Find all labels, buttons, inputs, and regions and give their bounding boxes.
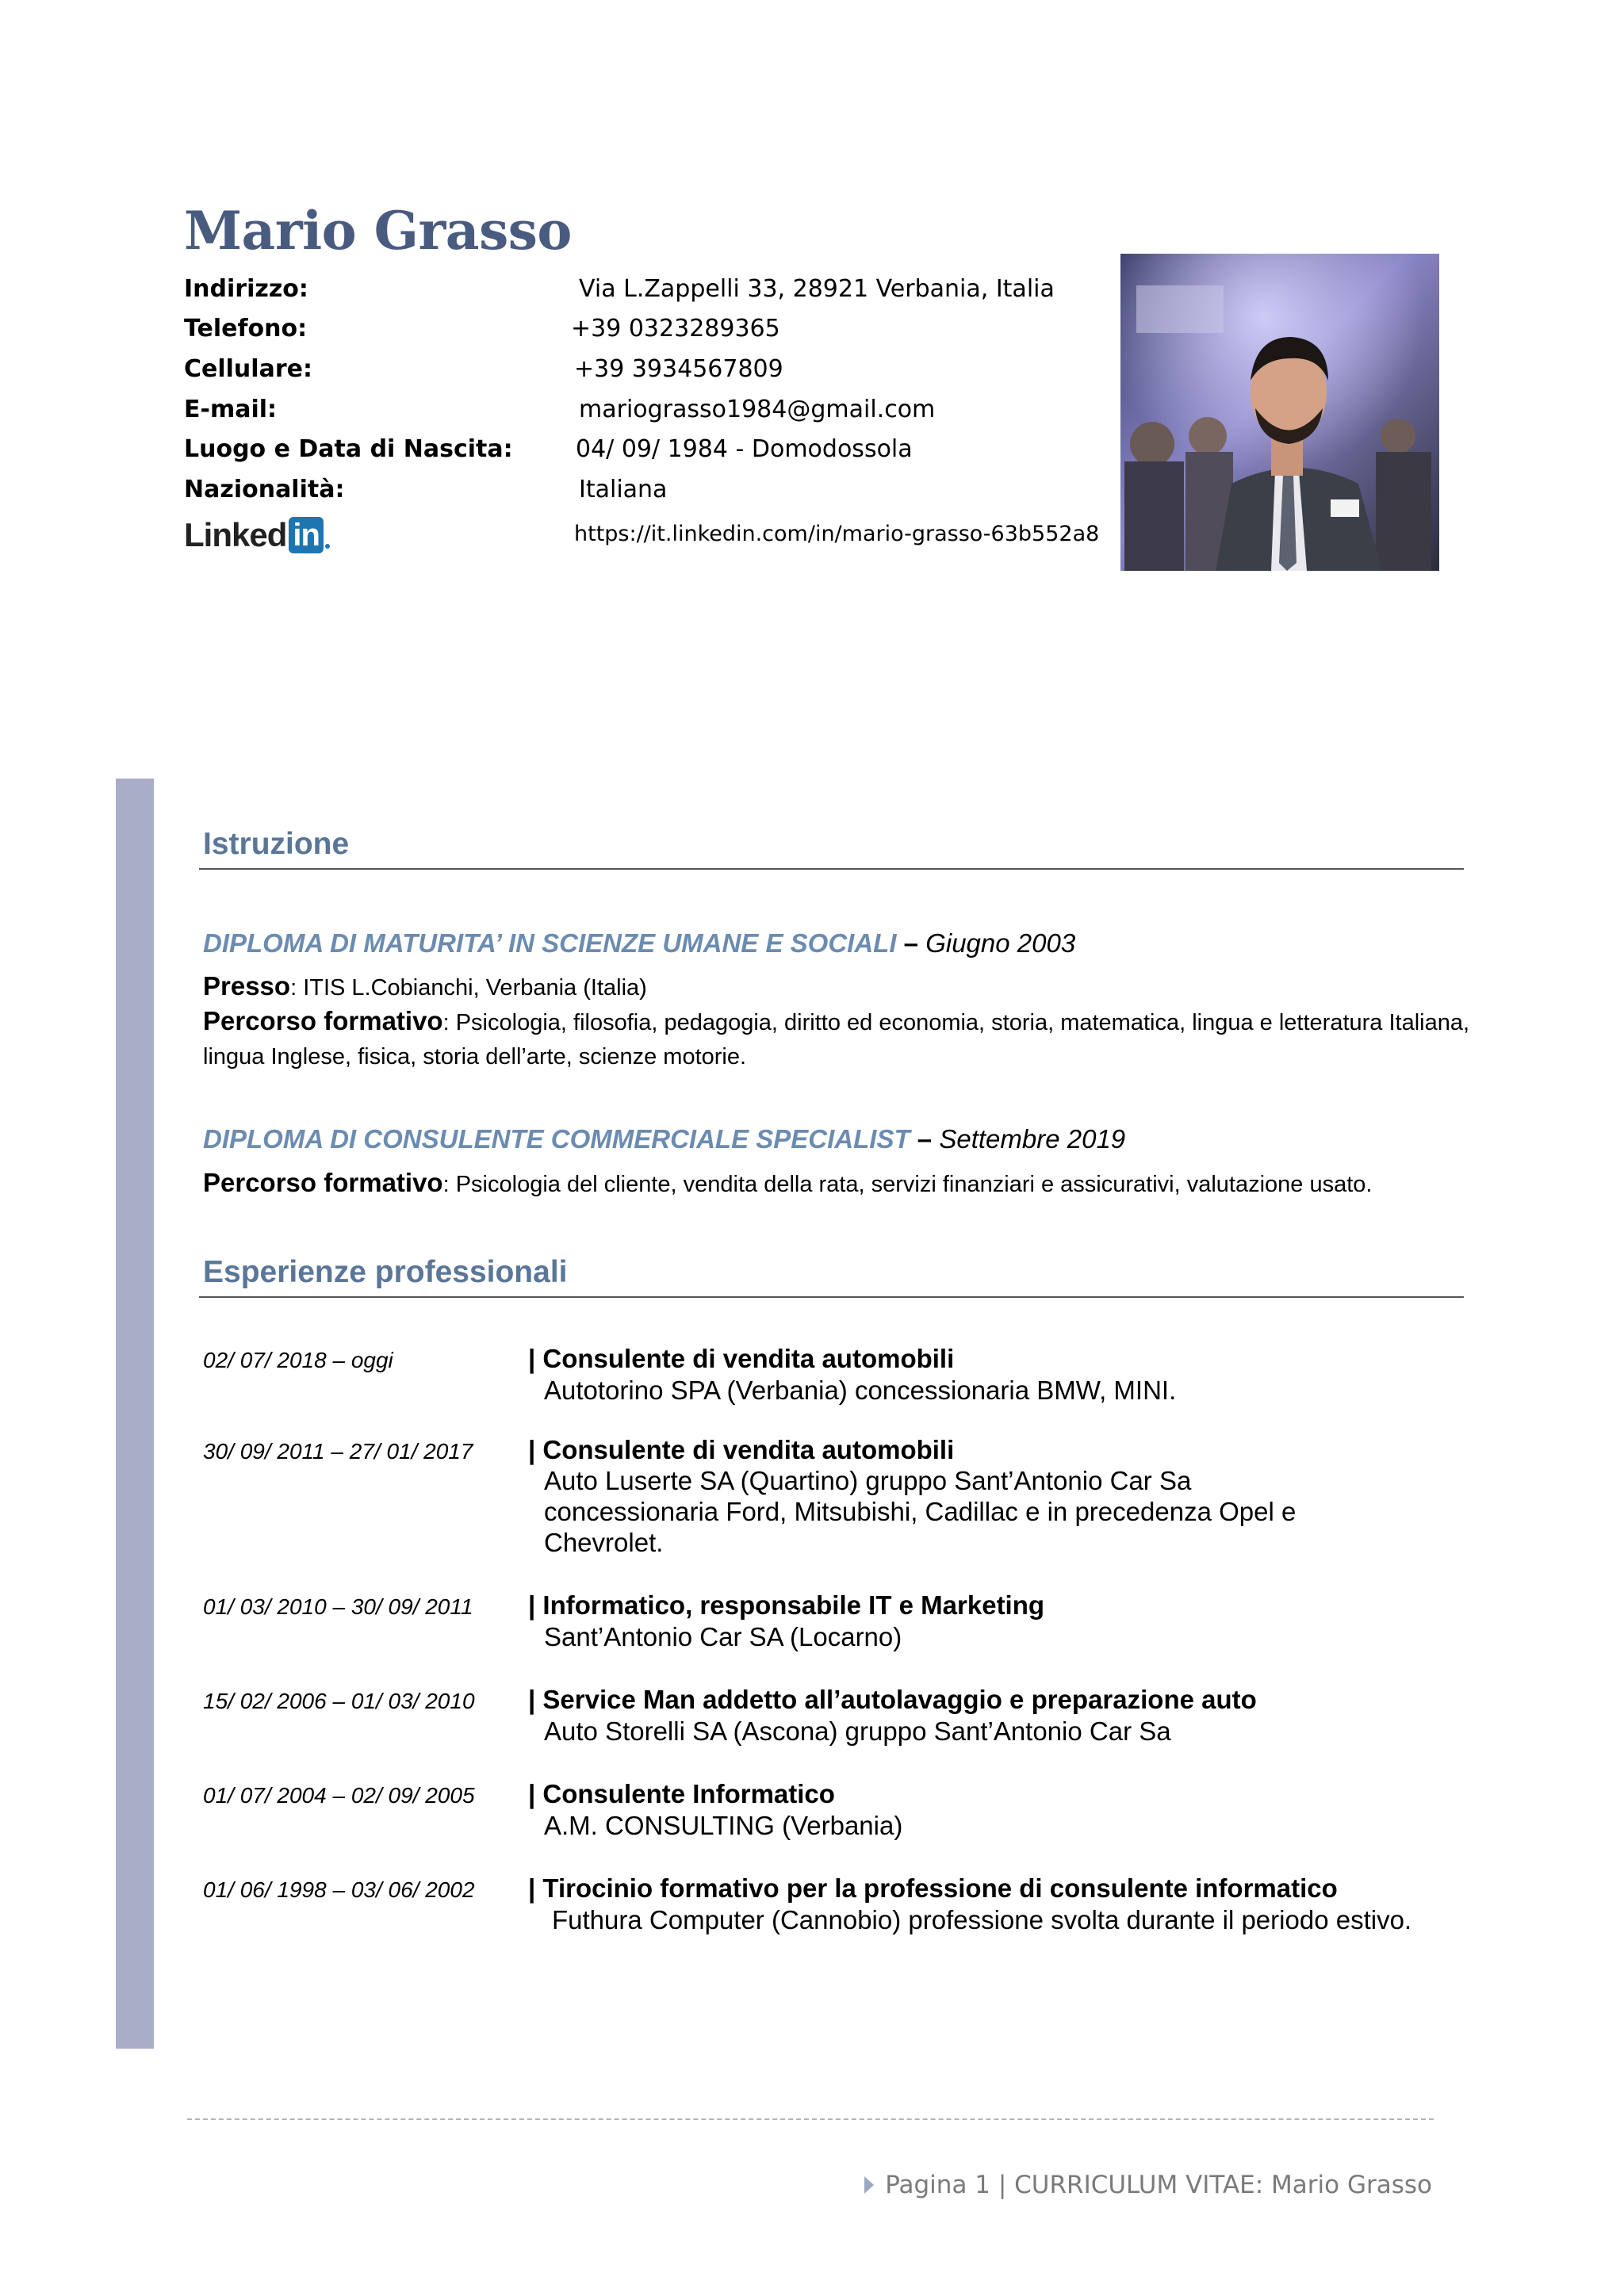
linkedin-logo-dot [325, 544, 330, 549]
candidate-name: Mario Grasso [184, 200, 572, 262]
info-row-birth [184, 430, 1080, 469]
info-label: Luogo e Data di Nascita: [184, 435, 513, 463]
experience-role: | Consulente di vendita automobili [528, 1344, 955, 1373]
email-link[interactable]: mariograsso1984@gmail.com [579, 396, 936, 423]
left-accent-bar [116, 779, 154, 2049]
info-label: Telefono: [184, 315, 308, 342]
presso-value: : ITIS L.Cobianchi, Verbania (Italia) [290, 975, 647, 1001]
info-row-mobile [184, 350, 1080, 389]
triangle-right-icon [864, 2176, 874, 2194]
info-row-phone [184, 309, 1080, 349]
footer-text: Pagina 1 | CURRICULUM VITAE: Mario Grasso [885, 2171, 1432, 2199]
experience-date: 30/ 09/ 2011 – 27/ 01/ 2017 [203, 1439, 473, 1464]
info-value: Italiana [579, 476, 668, 503]
info-row-address [184, 270, 1080, 309]
experience-role: | Tirocinio formativo per la professione di consulente informatico [528, 1873, 1338, 1903]
section-divider [199, 868, 1464, 870]
info-row-email [184, 390, 1080, 430]
percorso-value: : Psicologia del cliente, vendita della rata, servizi finanziari e assicurativi, valutazione usato. [442, 1172, 1373, 1197]
experience-detail: Auto Storelli SA (Ascona) gruppo Sant’Antonio Car Sa [544, 1716, 1171, 1746]
profile-photo [1120, 254, 1439, 571]
linkedin-icon[interactable] [184, 515, 330, 555]
education-presso [203, 969, 1472, 1005]
profile-photo-illustration [1120, 254, 1439, 571]
section-title-education: Istruzione [203, 827, 350, 861]
diploma-date: Settembre 2019 [939, 1124, 1126, 1154]
diploma-date: Giugno 2003 [925, 928, 1076, 958]
percorso-value: : Psicologia, filosofia, pedagogia, diritto ed economia, storia, matematica, lingua e letteratura Italiana, lingua Inglese, fisica, storia dell’arte, scienze motorie. [203, 1010, 1470, 1070]
experience-date: 01/ 07/ 2004 – 02/ 09/ 2005 [203, 1783, 475, 1808]
experience-detail: Autotorino SPA (Verbania) concessionaria BMW, MINI. [544, 1376, 1177, 1405]
footer-divider [187, 2118, 1434, 2120]
section-divider [199, 1296, 1464, 1298]
linkedin-logo-text: Linked [184, 516, 287, 553]
presso-label: Presso [203, 971, 291, 1001]
info-label: E-mail: [184, 396, 278, 423]
info-value: +39 3934567809 [574, 355, 783, 383]
diploma-name: DIPLOMA DI MATURITA’ IN SCIENZE UMANE E SOCIALI [203, 928, 897, 958]
info-value: +39 0323289365 [571, 315, 780, 342]
percorso-label: Percorso formativo [203, 1006, 443, 1035]
experience-date: 15/ 02/ 2006 – 01/ 03/ 2010 [203, 1689, 475, 1713]
info-label: Indirizzo: [184, 275, 308, 303]
experience-role: | Service Man addetto all’autolavaggio e preparazione auto [528, 1685, 1257, 1714]
linkedin-logo-box: in [289, 517, 324, 553]
experience-detail: Futhura Computer (Cannobio) professione svolta durante il periodo estivo. [552, 1905, 1412, 1934]
education-item-title [203, 1122, 1125, 1157]
experience-detail: Sant’Antonio Car SA (Locarno) [544, 1622, 902, 1651]
education-percorso [203, 1004, 1472, 1074]
info-label: Cellulare: [184, 355, 312, 383]
education-item-title [203, 926, 1075, 961]
linkedin-url-link[interactable]: https://it.linkedin.com/in/mario-grasso-63b552a8 [574, 522, 1100, 546]
education-percorso [203, 1165, 1472, 1202]
percorso-label: Percorso formativo [203, 1168, 443, 1197]
experience-role: | Consulente di vendita automobili [528, 1435, 955, 1464]
experience-role: | Consulente Informatico [528, 1779, 835, 1808]
experience-detail: Auto Luserte SA (Quartino) gruppo Sant’Antonio Car Sa concessionaria Ford, Mitsubishi, Cadillac e in precedenza Opel e Chevrolet. [544, 1466, 1297, 1557]
experience-date: 02/ 07/ 2018 – oggi [203, 1348, 393, 1372]
info-row-nationality [184, 470, 1080, 510]
title-dash: – [910, 1124, 940, 1154]
experience-date: 01/ 06/ 1998 – 03/ 06/ 2002 [203, 1877, 475, 1902]
section-title-experience: Esperienze professionali [203, 1255, 568, 1289]
diploma-name: DIPLOMA DI CONSULENTE COMMERCIALE SPECIALIST [203, 1124, 910, 1154]
info-value: 04/ 09/ 1984 - Domodossola [576, 435, 913, 463]
experience-date: 01/ 03/ 2010 – 30/ 09/ 2011 [203, 1594, 473, 1619]
info-value: Via L.Zappelli 33, 28921 Verbania, Italia [579, 275, 1055, 303]
page-footer [864, 2171, 1432, 2199]
title-dash: – [896, 928, 926, 958]
experience-role: | Informatico, responsabile IT e Marketing [528, 1590, 1045, 1620]
info-label: Nazionalità: [184, 476, 345, 503]
experience-detail: A.M. CONSULTING (Verbania) [544, 1811, 903, 1840]
